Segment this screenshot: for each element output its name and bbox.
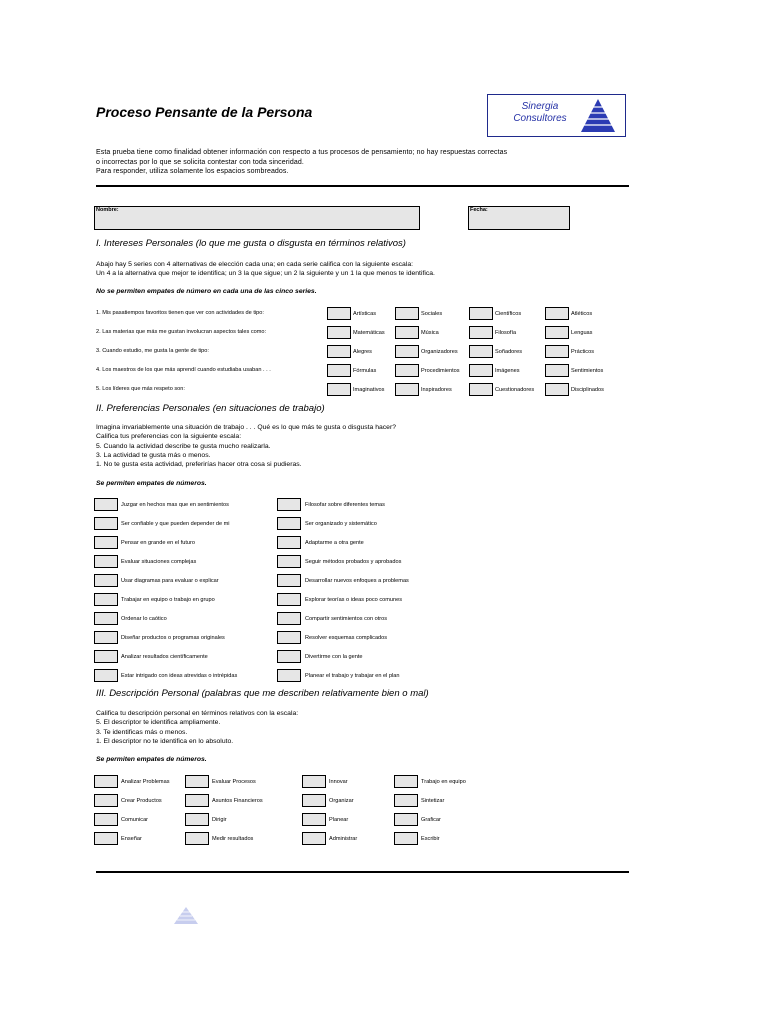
- option-label: Artísticas: [353, 311, 377, 317]
- item-label: Ordenar lo caótico: [121, 616, 167, 622]
- answer-box[interactable]: [94, 574, 118, 587]
- answer-box[interactable]: [185, 775, 209, 788]
- answer-box[interactable]: [277, 650, 301, 663]
- answer-box[interactable]: [469, 345, 493, 358]
- option-label: Sociales: [421, 311, 443, 317]
- instruction-line: 3. La actividad te gusta más o menos.: [96, 451, 211, 459]
- answer-box[interactable]: [327, 307, 351, 320]
- answer-box[interactable]: [94, 593, 118, 606]
- section-3-title: III. Descripción Personal (palabras que me describen relativamente bien o mal): [96, 688, 429, 699]
- answer-box[interactable]: [395, 326, 419, 339]
- descriptor-label: Evaluar Procesos: [212, 779, 256, 785]
- descriptor-label: Planear: [329, 817, 349, 823]
- item-label: Estar intrigado con ideas atrevidas o intrépidas: [121, 673, 238, 679]
- answer-box[interactable]: [545, 345, 569, 358]
- section-1-title: I. Intereses Personales (lo que me gusta o disgusta en términos relativos): [96, 238, 406, 249]
- answer-box[interactable]: [94, 612, 118, 625]
- question-text: 5. Los líderes que más respeto son:: [96, 386, 185, 392]
- answer-box[interactable]: [277, 536, 301, 549]
- page-title: Proceso Pensante de la Persona: [96, 104, 313, 120]
- divider: [96, 185, 629, 187]
- answer-box[interactable]: [94, 536, 118, 549]
- option-label: Lenguas: [571, 330, 593, 336]
- descriptor-label: Crear Productos: [121, 798, 162, 804]
- intro-line: Para responder, utiliza solamente los espacios sombreados.: [96, 168, 289, 175]
- descriptor-label: Administrar: [329, 836, 358, 842]
- item-label: Ser confiable y que pueden depender de mi: [121, 521, 230, 527]
- descriptor-label: Trabajo en equipo: [421, 779, 466, 785]
- answer-box[interactable]: [94, 650, 118, 663]
- option-label: Matemáticas: [353, 330, 385, 336]
- item-label: Divertirme con la gente: [305, 654, 363, 660]
- answer-box[interactable]: [94, 813, 118, 826]
- item-label: Ser organizado y sistemático: [305, 521, 377, 527]
- question-text: 3. Cuando estudio, me gusta la gente de tipo:: [96, 348, 209, 354]
- date-label: Fecha:: [470, 207, 488, 213]
- option-label: Imágenes: [495, 368, 520, 374]
- item-label: Resolver esquemas complicados: [305, 635, 388, 641]
- option-label: Filosofía: [495, 330, 517, 336]
- section-2-note: Se permiten empates de números.: [96, 480, 207, 487]
- item-label: Compartir sentimientos con otros: [305, 616, 388, 622]
- item-label: Usar diagramas para evaluar o explicar: [121, 578, 219, 584]
- answer-box[interactable]: [469, 307, 493, 320]
- answer-box[interactable]: [395, 345, 419, 358]
- option-label: Disciplinados: [571, 387, 604, 393]
- answer-box[interactable]: [277, 498, 301, 511]
- descriptor-label: Graficar: [421, 817, 441, 823]
- option-label: Prácticos: [571, 349, 595, 355]
- descriptor-label: Comunicar: [121, 817, 149, 823]
- intro-line: o incorrectas por lo que se solicita contestar con toda sinceridad.: [96, 158, 304, 166]
- section-1-note: No se permiten empates de número en cada una de las cinco series.: [96, 288, 317, 295]
- pyramid-icon: [580, 98, 616, 134]
- answer-box[interactable]: [94, 498, 118, 511]
- answer-box[interactable]: [94, 631, 118, 644]
- answer-box[interactable]: [302, 775, 326, 788]
- item-label: Analizar resultados científicamente: [121, 654, 208, 660]
- answer-box[interactable]: [185, 813, 209, 826]
- footer-pyramid-icon: [140, 904, 202, 926]
- instruction-line: 5. Cuando la actividad describe te gusta mucho realizarla.: [96, 442, 271, 450]
- instruction-line: 1. El descriptor no te identifica en lo absoluto.: [96, 737, 234, 745]
- section-3-instructions: [96, 709, 298, 746]
- descriptor-label: Asuntos Financieros: [212, 798, 263, 804]
- option-label: Música: [421, 330, 439, 336]
- answer-box[interactable]: [277, 517, 301, 530]
- descriptor-label: Organizar: [329, 798, 354, 804]
- instruction-line: 5. El descriptor te identifica ampliamente.: [96, 719, 221, 727]
- answer-box[interactable]: [302, 813, 326, 826]
- option-label: Procedimientos: [421, 368, 460, 374]
- answer-box[interactable]: [394, 794, 418, 807]
- instruction-line: Califica tus preferencias con la siguiente escala:: [96, 433, 242, 441]
- answer-box[interactable]: [94, 832, 118, 845]
- answer-box[interactable]: [327, 383, 351, 396]
- option-label: Científicos: [495, 311, 522, 317]
- answer-box[interactable]: [545, 307, 569, 320]
- answer-box[interactable]: [277, 669, 301, 682]
- answer-box[interactable]: [327, 345, 351, 358]
- section-2-title: II. Preferencias Personales (en situaciones de trabajo): [96, 403, 325, 414]
- instruction-line: Califica tu descripción personal en términos relativos con la escala:: [96, 710, 299, 717]
- descriptor-label: Enseñar: [121, 836, 142, 842]
- answer-box[interactable]: [395, 383, 419, 396]
- answer-box[interactable]: [327, 364, 351, 377]
- answer-box[interactable]: [94, 555, 118, 568]
- question-text: 4. Los maestros de los que más aprendí cuando estudiaba usaban . . .: [96, 367, 271, 373]
- answer-box[interactable]: [94, 775, 118, 788]
- answer-box[interactable]: [277, 593, 301, 606]
- answer-box[interactable]: [94, 517, 118, 530]
- question-text: 1. Mis pasatiempos favoritos tienen que ver con actividades de tipo:: [96, 310, 264, 316]
- instruction-line: Un 4 a la alternativa que mejor te identifica; un 3 la que sigue; un 2 la siguiente y un 1 la que menos te identifica.: [96, 270, 435, 278]
- item-label: Evaluar situaciones complejas: [121, 559, 197, 565]
- logo-line-1: Sinergia: [521, 101, 559, 112]
- answer-box[interactable]: [545, 326, 569, 339]
- answer-box[interactable]: [302, 794, 326, 807]
- item-label: Planear el trabajo y trabajar en el plan: [305, 673, 400, 679]
- item-label: Seguir métodos probados y aprobados: [305, 559, 402, 565]
- answer-box[interactable]: [545, 383, 569, 396]
- option-label: Imaginativos: [353, 387, 385, 393]
- item-label: Filosofar sobre diferentes temas: [305, 502, 385, 508]
- descriptor-label: Escribir: [421, 836, 440, 842]
- answer-box[interactable]: [469, 326, 493, 339]
- instruction-line: Abajo hay 5 series con 4 alternativas de elección cada una; en cada serie califica con la siguiente escala:: [96, 261, 414, 268]
- company-logo: [487, 94, 626, 137]
- item-label: Diseñar productos o programas originales: [121, 635, 225, 641]
- answer-box[interactable]: [277, 555, 301, 568]
- item-label: Explorar teorías o ideas poco comunes: [305, 597, 403, 603]
- logo-text: [504, 101, 576, 125]
- logo-line-2: Consultores: [513, 113, 567, 124]
- name-field[interactable]: [94, 206, 420, 230]
- section-3-note: Se permiten empates de números.: [96, 756, 207, 763]
- descriptor-label: Dirigir: [212, 817, 227, 823]
- answer-box[interactable]: [469, 383, 493, 396]
- item-label: Adaptarme a otra gente: [305, 540, 364, 546]
- descriptor-label: Sintetizar: [421, 798, 445, 804]
- item-label: Trabajar en equipo o trabajo en grupo: [121, 597, 215, 603]
- date-field[interactable]: [468, 206, 570, 230]
- instruction-line: 1. No te gusta esta actividad, preferirías hacer otra cosa si pudieras.: [96, 461, 302, 469]
- item-label: Desarrollar nuevos enfoques a problemas: [305, 578, 409, 584]
- item-label: Pensar en grande en el futuro: [121, 540, 196, 546]
- answer-box[interactable]: [545, 364, 569, 377]
- answer-box[interactable]: [395, 364, 419, 377]
- answer-box[interactable]: [395, 307, 419, 320]
- option-label: Fórmulas: [353, 368, 377, 374]
- answer-box[interactable]: [394, 813, 418, 826]
- intro-line: Esta prueba tiene como finalidad obtener información con respecto a tus procesos de pensamiento; no hay respuestas correctas: [96, 149, 508, 156]
- answer-box[interactable]: [394, 832, 418, 845]
- footer-logo: [140, 904, 202, 931]
- section-1-instructions: [96, 260, 435, 279]
- section-2-instructions: [96, 423, 396, 469]
- item-label: Juzgar en hechos mas que en sentimientos: [121, 502, 229, 508]
- instruction-line: Imagina invariablemente una situación de trabajo . . . Qué es lo que más te gusta o disgusta hacer?: [96, 424, 396, 431]
- answer-box[interactable]: [394, 775, 418, 788]
- answer-box[interactable]: [94, 794, 118, 807]
- divider: [96, 871, 629, 873]
- question-text: 2. Las materias que más me gustan involucran aspectos tales como:: [96, 329, 267, 335]
- answer-box[interactable]: [277, 574, 301, 587]
- option-label: Cuestionadores: [495, 387, 535, 393]
- intro-text: [96, 148, 507, 177]
- option-label: Alegres: [353, 349, 372, 355]
- answer-box[interactable]: [277, 631, 301, 644]
- option-label: Organizadores: [421, 349, 458, 355]
- descriptor-label: Analizar Problemas: [121, 779, 170, 785]
- option-label: Soñadores: [495, 349, 523, 355]
- answer-box[interactable]: [469, 364, 493, 377]
- instruction-line: 3. Te identificas más o menos.: [96, 728, 188, 736]
- answer-box[interactable]: [277, 612, 301, 625]
- answer-box[interactable]: [327, 326, 351, 339]
- option-label: Inspiradores: [421, 387, 452, 393]
- answer-box[interactable]: [185, 832, 209, 845]
- descriptor-label: Medir resultados: [212, 836, 254, 842]
- option-label: Atléticos: [571, 311, 593, 317]
- answer-box[interactable]: [94, 669, 118, 682]
- answer-box[interactable]: [302, 832, 326, 845]
- descriptor-label: Innovar: [329, 779, 348, 785]
- name-label: Nombre:: [96, 207, 119, 213]
- answer-box[interactable]: [185, 794, 209, 807]
- option-label: Sentimientos: [571, 368, 604, 374]
